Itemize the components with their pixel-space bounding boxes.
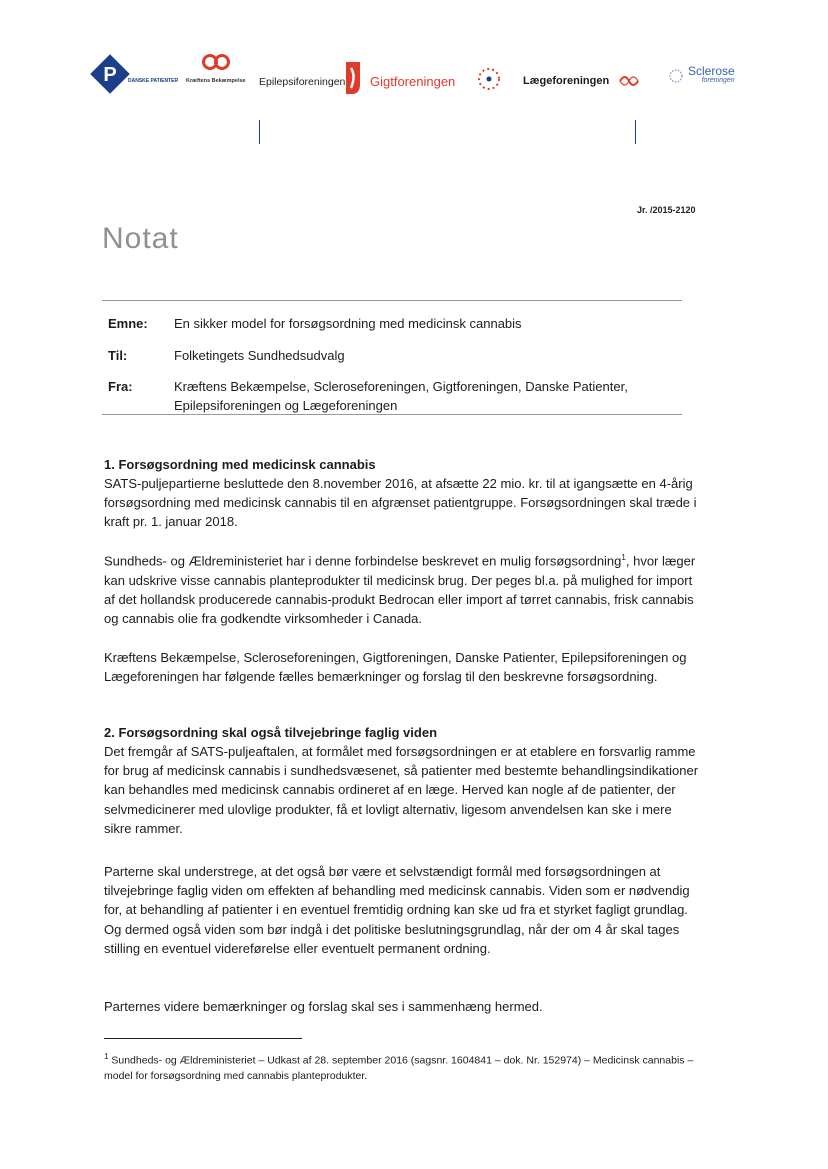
- gigtforeningen-icon: [342, 60, 364, 96]
- fra-value: Kræftens Bekæmpelse, Scleroseforeningen, Gigtforeningen, Danske Patienter, Epilepsiforeningen og Lægeforeningen: [174, 379, 628, 413]
- til-value: Folketingets Sundhedsudvalg: [174, 348, 345, 363]
- kraeftens-bekaempelse-label: Kræftens Bekæmpelse: [186, 78, 246, 84]
- section-2-paragraph-2: Parterne skal understrege, at det også bør være et selvstændigt formål med forsøgsordningen at tilvejebringe faglig viden om effekten af behandling med medicinsk cannabis. Viden som er nødvendig for, at behandling af patienter i en eventuel fremtidig ordning kan ske ud fra et styrket fagligt grundlag. Og dermed også viden som bør indgå i det politiske beslutningsgrundlag, når der om 4 år skal tages stilling en eventuel videreførelse eller eventuelt permanent ordning.: [104, 864, 690, 956]
- dotted-circle-icon: [476, 66, 502, 92]
- section-1-paragraph-2-rest: , hvor læger kan udskrive visse cannabis planteprodukter til medicinsk brug. Der peges bl.a. på mulighed for import af det hollandsk producerede cannabis-produkt Bedrocan eller import af tørret cannabis, frisk cannabis og cannabis olie fra godkendte virksomheder i Canada.: [104, 553, 696, 626]
- emne-label: Emne:: [108, 316, 148, 331]
- laegeforeningen-label: Lægeforeningen: [523, 75, 610, 87]
- laegeforeningen-logo: [523, 72, 641, 90]
- infinity-ribbon-icon: [201, 52, 231, 72]
- svg-text:P: P: [103, 64, 117, 86]
- footnote-rule: [104, 1038, 302, 1039]
- section-2-paragraph-1: Det fremgår af SATS-puljeaftalen, at formålet med forsøgsordningen er at etablere en forsvarlig ramme for brug af medicinsk cannabis i sundhedsvæsenet, så patienter med bestemte behandlingsindikationer kan behandles med medicinsk cannabis ordineret af en læge. Herved kan nogle af de patienter, der selvmedicinerer med ulovlige produkter, få et lovligt alternativ, ligesom anvendelsen kan ske i mere sikre rammer.: [104, 744, 699, 836]
- danske-patienter-icon: [88, 52, 132, 96]
- til-label: Til:: [108, 348, 128, 363]
- emne-value: En sikker model for forsøgsordning med medicinsk cannabis: [174, 316, 522, 331]
- danske-patienter-logo: [88, 52, 178, 96]
- laegeforeningen-icon: [617, 72, 641, 90]
- journal-number: Jr. /2015-2120: [637, 205, 696, 215]
- section-1-heading: 1. Forsøgsordning med medicinsk cannabis: [104, 457, 376, 472]
- dotted-circle-logo: [476, 66, 502, 92]
- footnote-number: 1: [104, 1052, 109, 1061]
- sclerose-label: Sclerose: [688, 64, 735, 78]
- document-title: Notat: [102, 222, 179, 255]
- sclerose-icon: [668, 68, 684, 84]
- sclerose-logo: [668, 66, 735, 86]
- partner-logos: [86, 52, 766, 102]
- gigtforeningen-logo: [342, 60, 455, 96]
- fra-label: Fra:: [108, 379, 133, 394]
- top-rule: [102, 300, 682, 301]
- danske-patienter-label: DANSKE PATIENTER: [128, 78, 179, 84]
- header-divider-left: [259, 120, 260, 144]
- section-1-paragraph-1: SATS-puljepartierne besluttede den 8.november 2016, at afsætte 22 mio. kr. til at igangsætte en 4-årig forsøgsordning med medicinsk cannabis til en afgrænset patientgruppe. Forsøgsordningen skal træde i kraft pr. 1. januar 2018.: [104, 476, 697, 530]
- epilepsiforeningen-label: Epilepsiforeningen: [259, 76, 346, 88]
- section-1-paragraph-2-text: Sundheds- og Ældreministeriet har i denne forbindelse beskrevet en mulig forsøgsordning: [104, 553, 622, 569]
- epilepsiforeningen-logo: [259, 76, 345, 88]
- footnote-text: Sundheds- og Ældreministeriet – Udkast af 28. september 2016 (sagsnr. 1604841 – dok. Nr. 152974) – Medicinsk cannabis – model for forsøgsordning med cannabis planteprodukter.: [104, 1054, 694, 1082]
- section-1-paragraph-3: Kræftens Bekæmpelse, Scleroseforeningen, Gigtforeningen, Danske Patienter, Epilepsiforeningen og Lægeforeningen har følgende fælles bemærkninger og forslag til den beskrevne forsøgsordning.: [104, 650, 687, 685]
- bottom-rule: [102, 414, 682, 415]
- gigtforeningen-label: Gigtforeningen: [370, 73, 456, 89]
- footnote-reference: 1: [621, 553, 626, 562]
- sclerose-sub-label: foreningen: [701, 77, 735, 84]
- section-2-paragraph-3: Parternes videre bemærkninger og forslag skal ses i sammenhæng hermed.: [104, 999, 543, 1014]
- section-1-paragraph-2: [104, 548, 700, 628]
- kraeftens-bekaempelse-logo: [186, 52, 246, 84]
- header-divider-right: [635, 120, 636, 144]
- section-2-heading: 2. Forsøgsordning skal også tilvejebringe faglig viden: [104, 725, 438, 740]
- footnote: [104, 1049, 704, 1084]
